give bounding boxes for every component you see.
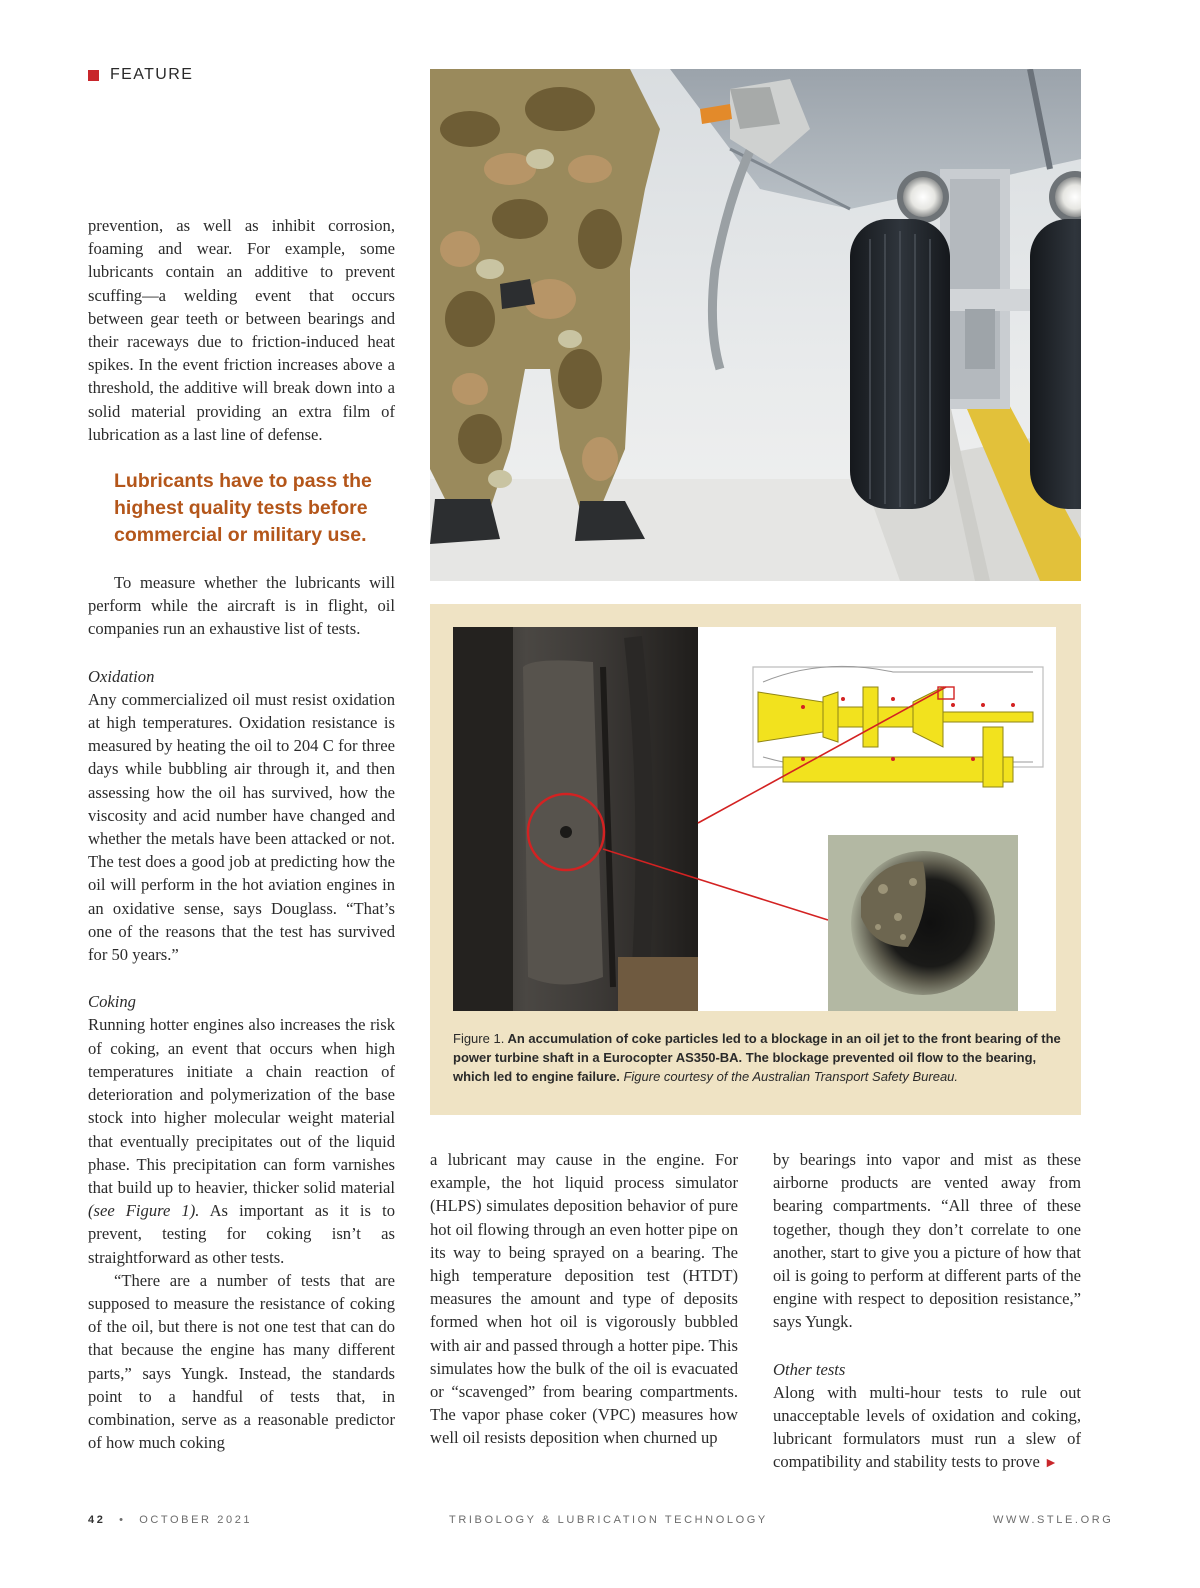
section-tag <box>88 66 193 84</box>
right-paragraph-2 <box>773 1381 1081 1476</box>
p4-text-b: As important as it is to prevent, testing for coking isn’t as straightforward as other tests. <box>88 1201 395 1267</box>
left-paragraph-3: Any commercialized oil must resist oxidation at high temperatures. Oxidation resistance is measured by heating the oil to 204 C for three days while bubbling air through it, and then assessing how the oil has survived, how the viscosity and acid number have changed and whether the metals have been attacked or not. The test does a good job at predicting how the oil will perform in the hot aviation engines in an oxidative sense, says Douglass. “That’s one of the reasons that the test has survived for 50 years.” <box>88 689 395 965</box>
website: WWW.STLE.ORG <box>993 1514 1114 1526</box>
middle-column <box>430 1148 738 1450</box>
figure-1 <box>430 604 1081 1115</box>
footer-separator: • <box>119 1514 126 1526</box>
section-label: FEATURE <box>110 66 194 83</box>
left-paragraph-4 <box>88 1013 395 1268</box>
middle-paragraph-1: a lubricant may cause in the engine. For example, the hot liquid process simulator (HLPS) simulates deposition behavior of pure hot oil flowing through an even hotter pipe on its way to being sprayed on a bearing. The high temperature deposition test (HTDT) measures the amount and type of deposits formed when hot oil is vigorously bubbled with air and passed through a hotter pipe. This simulates how the bulk of the oil is evacuated or “scavenged” from bearing compartments. The vapor phase coker (VPC) measures how well oil resists deposition when churned up <box>430 1150 738 1448</box>
figure-bold-text: An accumulation of coke particles led to a blockage in an oil jet to the front bearing of the power turbine shaft in a Eurocopter AS350-BA. The blockage prevented oil flow to the bearing, which led to engine failure. <box>453 1031 1061 1084</box>
subhead-oxidation: Oxidation <box>88 666 155 686</box>
left-paragraph-2: To measure whether the lubricants will perform while the aircraft is in flight, oil companies run an exhaustive list of tests. <box>88 573 395 639</box>
aircraft-landing-gear-photo <box>430 69 1081 581</box>
left-paragraph-1: prevention, as well as inhibit corrosion, foaming and wear. For example, some lubricants contain an additive to prevent scuffing—a welding event that occurs between gear teeth or between bearings and their raceways due to friction-induced heat spikes. In the event friction increases above a threshold, the additive will break down into a solid material providing an extra film of lubrication as a last line of defense. <box>88 216 395 444</box>
subhead-other-tests: Other tests <box>773 1359 846 1379</box>
p4-text-a: Running hotter engines also increases the risk of coking, an event that occurs when high temperatures initiate a chain reaction of deterioration and polymerization of the base stock into higher molecular weight material that eventually precipitates out of the liquid phase. This precipitation can form varnishes that build up to heavier, thicker solid material <box>88 1015 395 1197</box>
section-square-icon <box>88 70 99 81</box>
figure-label: Figure 1. <box>453 1031 505 1046</box>
left-paragraph-5: “There are a number of tests that are supposed to measure the resistance of coking of the oil, but there is not one test that can do that because the engine has many different parts,” says Yungk. Instead, the standards point to a handful of tests that, in combination, serve as a reasonable predictor of how much coking <box>88 1270 395 1453</box>
page-number: 42 <box>88 1514 106 1526</box>
continue-arrow-icon: ► <box>1044 1456 1058 1472</box>
publication-name: TRIBOLOGY & LUBRICATION TECHNOLOGY <box>449 1514 768 1526</box>
figure-caption <box>453 1029 1063 1086</box>
figure-reference: (see Figure 1). <box>88 1201 200 1221</box>
figure-panel <box>453 627 1056 1011</box>
left-column <box>88 214 395 1454</box>
issue-date: OCTOBER 2021 <box>139 1514 253 1526</box>
right-p2-text: Along with multi-hour tests to rule out unacceptable levels of oxidation and coking, lubricant formulators must run a slew of compatibility and stability tests to prove <box>773 1382 1081 1472</box>
footer-left <box>88 1514 252 1526</box>
right-column <box>773 1148 1081 1476</box>
subhead-coking: Coking <box>88 992 136 1012</box>
pull-quote: Lubricants have to pass the highest quality tests before commercial or military use. <box>114 470 372 547</box>
figure-credit: Figure courtesy of the Australian Transport Safety Bureau. <box>619 1069 959 1084</box>
right-paragraph-1: by bearings into vapor and mist as these airborne products are vented away from bearing compartments. “All three of these together, though they don’t correlate to one another, start to give you a picture of how that oil is going to perform at different parts of the engine with respect to deposition resistance,” says Yungk. <box>773 1150 1081 1332</box>
